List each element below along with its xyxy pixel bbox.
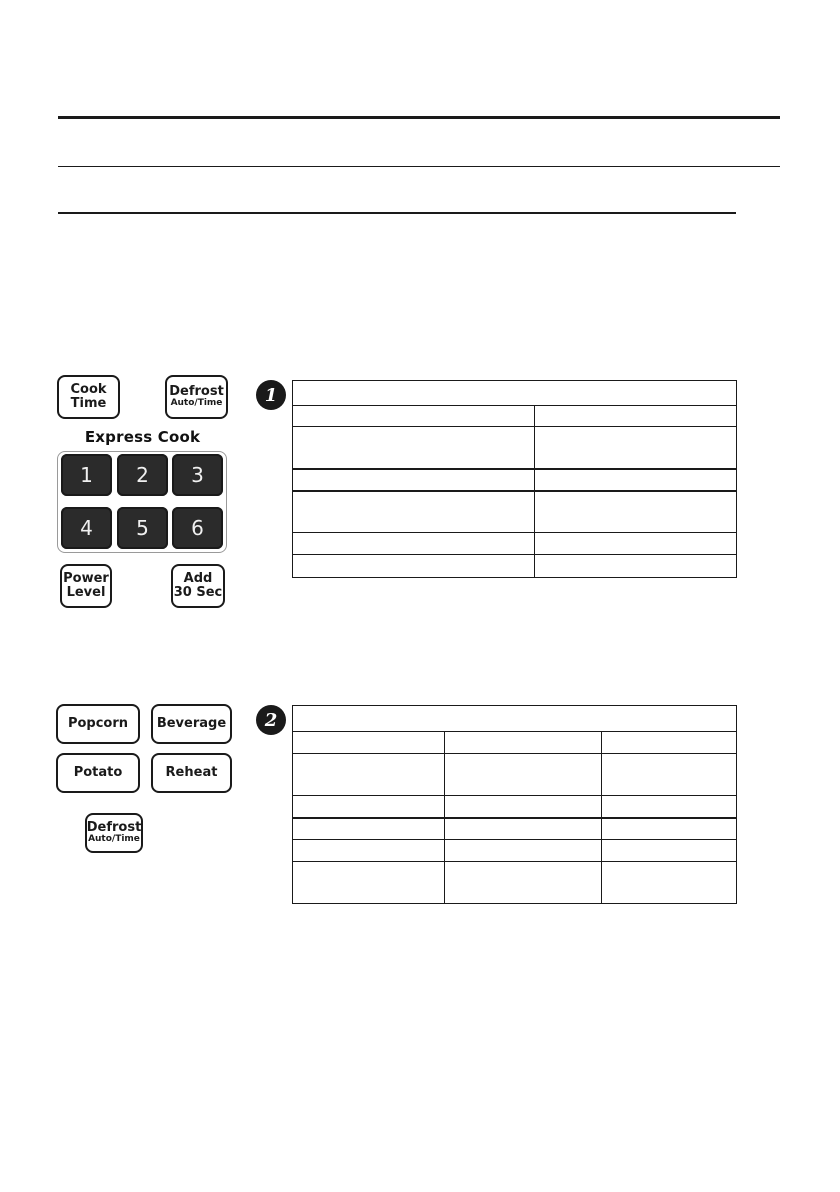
defrost-line1: Defrost	[169, 384, 224, 400]
defrost-2-line1: Defrost	[86, 820, 142, 836]
table-1-header-row	[293, 381, 737, 406]
table-2	[292, 705, 737, 904]
table-cell	[293, 796, 445, 818]
table-row	[293, 533, 737, 555]
table-row	[293, 469, 737, 491]
table-cell	[293, 818, 445, 840]
table-cell	[293, 533, 535, 555]
cook-time-button[interactable]	[57, 375, 120, 419]
defrost-button-2[interactable]	[85, 813, 143, 853]
table-cell	[293, 469, 535, 491]
defrost-line2: Auto/Time	[170, 398, 223, 409]
table-cell	[602, 754, 737, 796]
express-key-3[interactable]: 3	[172, 454, 223, 496]
table-cell	[535, 491, 737, 533]
table-cell	[602, 796, 737, 818]
add-30-line2: 30 Sec	[173, 585, 223, 600]
table-cell	[293, 381, 737, 406]
table-row	[293, 754, 737, 796]
table-cell	[293, 491, 535, 533]
table-row	[293, 491, 737, 533]
power-level-button[interactable]	[60, 564, 112, 608]
table-cell	[293, 406, 535, 427]
table-cell	[602, 862, 737, 904]
table-cell	[535, 406, 737, 427]
beverage-label: Beverage	[156, 716, 227, 732]
popcorn-button[interactable]	[56, 704, 140, 744]
table-cell	[293, 754, 445, 796]
table-row	[293, 862, 737, 904]
reheat-label: Reheat	[165, 765, 218, 781]
express-key-2[interactable]: 2	[117, 454, 168, 496]
table-cell	[444, 754, 602, 796]
table-cell	[535, 469, 737, 491]
table-cell	[444, 862, 602, 904]
beverage-button[interactable]	[151, 704, 232, 744]
table-cell	[293, 732, 445, 754]
table-row	[293, 732, 737, 754]
table-row	[293, 818, 737, 840]
header-rule-middle	[58, 166, 780, 167]
reheat-button[interactable]	[151, 753, 232, 793]
table-cell	[444, 796, 602, 818]
table-cell	[535, 427, 737, 469]
table-2-header-row	[293, 706, 737, 732]
table-cell	[293, 706, 737, 732]
potato-button[interactable]	[56, 753, 140, 793]
table-cell	[293, 840, 445, 862]
express-key-6[interactable]: 6	[172, 507, 223, 549]
table-cell	[602, 818, 737, 840]
power-level-line1: Power	[63, 571, 109, 587]
table-cell	[444, 818, 602, 840]
table-row	[293, 840, 737, 862]
table-cell	[444, 732, 602, 754]
table-row	[293, 555, 737, 578]
table-cell	[444, 840, 602, 862]
table-cell	[293, 427, 535, 469]
cook-time-line2: Time	[70, 396, 107, 411]
express-key-4[interactable]: 4	[61, 507, 112, 549]
table-cell	[535, 533, 737, 555]
add-30-sec-button[interactable]	[171, 564, 225, 608]
step-marker-2: 2	[256, 705, 286, 735]
table-row	[293, 796, 737, 818]
table-1	[292, 380, 737, 578]
defrost-2-line2: Auto/Time	[88, 834, 140, 845]
potato-label: Potato	[73, 765, 123, 781]
cook-time-line1: Cook	[70, 382, 107, 398]
express-key-1[interactable]: 1	[61, 454, 112, 496]
express-cook-label: Express Cook	[84, 428, 201, 446]
power-level-line2: Level	[66, 585, 106, 600]
table-cell	[602, 732, 737, 754]
express-key-5[interactable]: 5	[117, 507, 168, 549]
add-30-line1: Add	[183, 571, 213, 587]
header-rule-top	[58, 116, 780, 119]
table-cell	[602, 840, 737, 862]
header-rule-bottom	[58, 212, 736, 214]
step-marker-1: 1	[256, 380, 286, 410]
table-row	[293, 427, 737, 469]
table-cell	[293, 862, 445, 904]
popcorn-label: Popcorn	[67, 716, 129, 732]
defrost-button[interactable]	[165, 375, 228, 419]
table-row	[293, 406, 737, 427]
table-cell	[535, 555, 737, 578]
table-cell	[293, 555, 535, 578]
